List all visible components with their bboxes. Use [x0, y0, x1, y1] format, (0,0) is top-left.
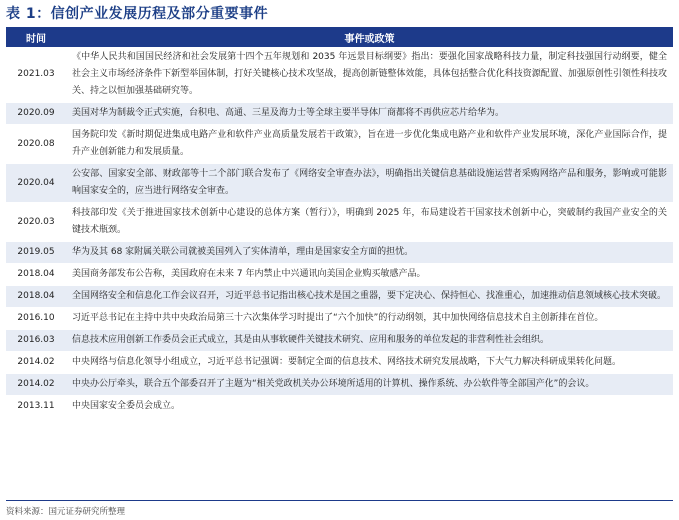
row-event: 公安部、国家安全部、财政部等十二个部门联合发布了《网络安全审查办法》，明确指出关键信息基础设施运营者采购网络产品和服务，影响或可能影响国家安全的，应当进行网络安全审查。 [66, 164, 673, 203]
table-row [6, 103, 673, 125]
table-row [6, 203, 673, 242]
row-year: 2014.02 [6, 374, 66, 396]
table-row [6, 125, 673, 164]
row-year: 2018.04 [6, 264, 66, 286]
row-event: 科技部印发《关于推进国家技术创新中心建设的总体方案（暂行）》，明确到 2025 年，布局建设若干国家技术创新中心，突破制约我国产业安全的关键技术瓶颈。 [66, 203, 673, 242]
table-row [6, 374, 673, 396]
table-row [6, 330, 673, 352]
row-year: 2020.03 [6, 203, 66, 242]
row-event: 美国对华为制裁令正式实施，台积电、高通、三星及海力士等全球主要半导体厂商都将不再供应芯片给华为。 [66, 103, 673, 125]
events-table [6, 27, 673, 418]
row-year: 2020.04 [6, 164, 66, 203]
row-year: 2013.11 [6, 396, 66, 418]
table-row [6, 352, 673, 374]
table-row [6, 286, 673, 308]
row-event: 全国网络安全和信息化工作会议召开，习近平总书记指出核心技术是国之重器，要下定决心、保持恒心、找准重心，加速推动信息领域核心技术突破。 [66, 286, 673, 308]
row-year: 2019.05 [6, 242, 66, 264]
row-event: 国务院印发《新时期促进集成电路产业和软件产业高质量发展若干政策》，旨在进一步优化集成电路产业和软件产业发展环境，深化产业国际合作，提升产业创新能力和发展质量。 [66, 125, 673, 164]
bottom-rule [6, 500, 673, 501]
table-row [6, 242, 673, 264]
row-event: 习近平总书记在主持中共中央政治局第三十六次集体学习时提出了“六个加快”的行动纲领，其中加快网络信息技术自主创新排在首位。 [66, 308, 673, 330]
header-event: 事件或政策 [66, 27, 673, 47]
row-year: 2020.09 [6, 103, 66, 125]
table-row [6, 264, 673, 286]
header-time: 时间 [6, 27, 66, 47]
table-row [6, 164, 673, 203]
row-year: 2021.03 [6, 47, 66, 103]
table-row [6, 308, 673, 330]
row-event: 中央国家安全委员会成立。 [66, 396, 673, 418]
row-year: 2016.10 [6, 308, 66, 330]
table-title: 表 1：信创产业发展历程及部分重要事件 [6, 6, 269, 22]
source-note: 资料来源：国元证券研究所整理 [6, 507, 126, 517]
row-event: 信息技术应用创新工作委员会正式成立，其是由从事软硬件关键技术研究、应用和服务的单位发起的非营利性社会组织。 [66, 330, 673, 352]
row-event: 《中华人民共和国国民经济和社会发展第十四个五年规划和 2035 年远景目标纲要》指出：要强化国家战略科技力量，制定科技强国行动纲要，健全社会主义市场经济条件下新型举国体制，打好关键核心技术攻坚战，提高创新链整体效能，具体包括整合优化科技资源配置、加强原创性引领性科技攻关、持之以恒加强基础研究等。 [66, 47, 673, 103]
row-event: 中央网络与信息化领导小组成立，习近平总书记强调：要制定全面的信息技术、网络技术研究发展战略，下大气力解决科研成果转化问题。 [66, 352, 673, 374]
row-event: 美国商务部发布公告称，美国政府在未来 7 年内禁止中兴通讯向美国企业购买敏感产品。 [66, 264, 673, 286]
row-event: 华为及其 68 家附属关联公司就被美国列入了实体清单，理由是国家安全方面的担忧。 [66, 242, 673, 264]
table-header-row [6, 27, 673, 47]
row-year: 2016.03 [6, 330, 66, 352]
row-year: 2014.02 [6, 352, 66, 374]
table-row [6, 47, 673, 103]
row-year: 2020.08 [6, 125, 66, 164]
row-year: 2018.04 [6, 286, 66, 308]
table-row [6, 396, 673, 418]
row-event: 中央办公厅牵头，联合五个部委召开了主题为“相关党政机关办公环境所适用的计算机、操作系统、办公软件等全部国产化”的会议。 [66, 374, 673, 396]
